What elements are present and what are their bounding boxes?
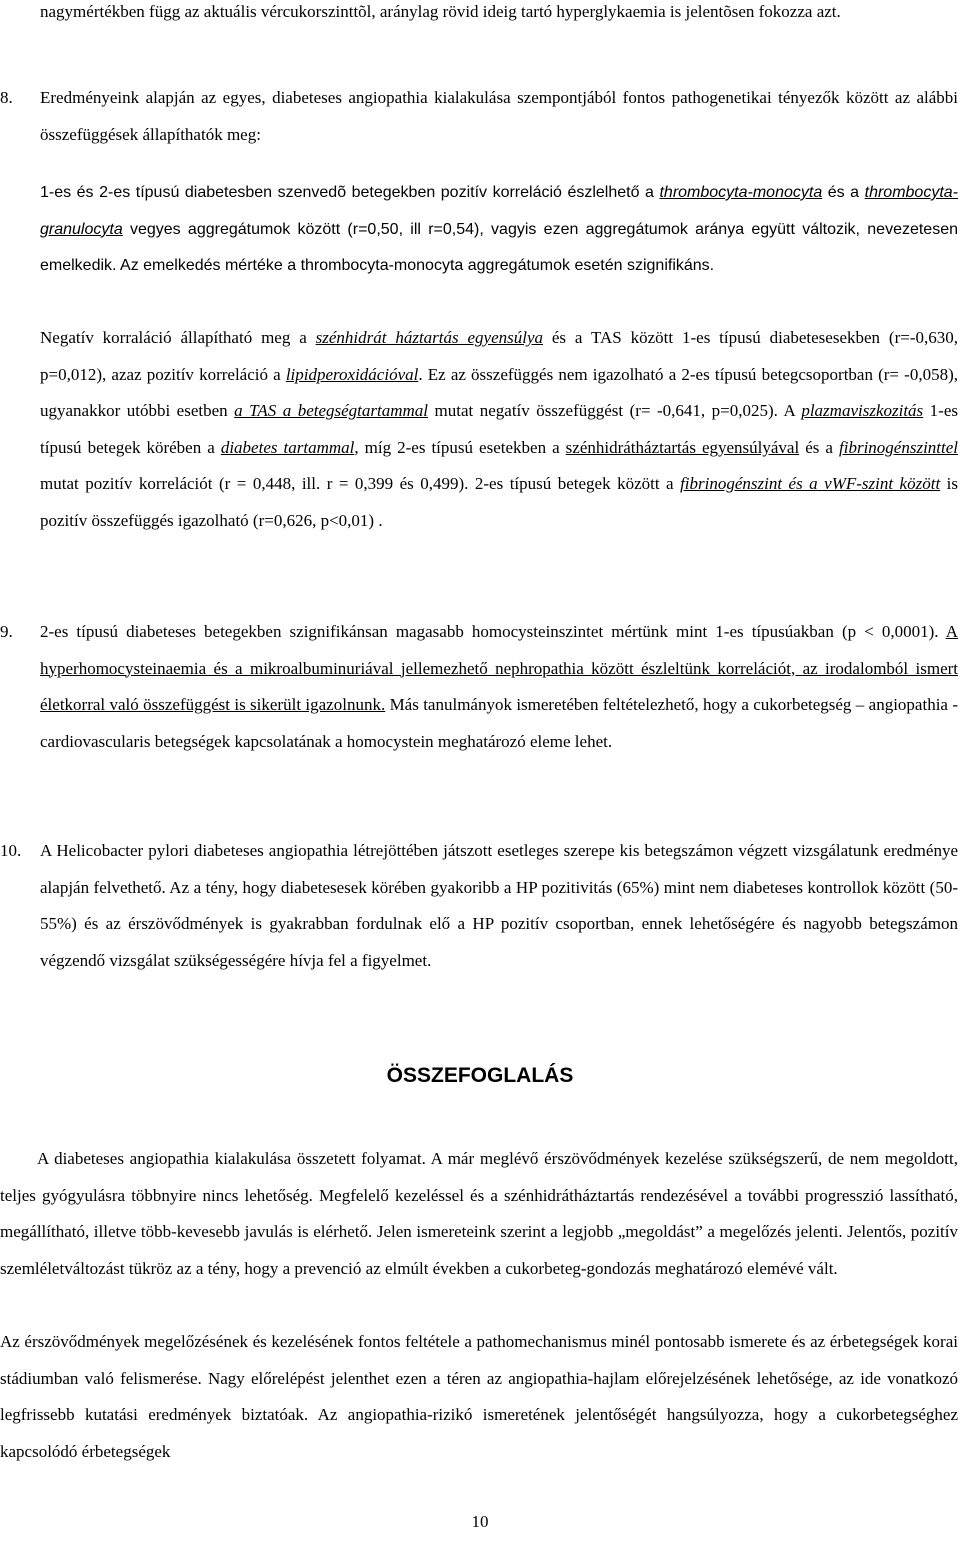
item-8-text: és a <box>822 184 865 201</box>
emphasis-plazmaviszkozitas: plazmaviszkozitás <box>801 401 924 421</box>
item-8-text: 1-es és 2-es típusú diabetesben szenvedõ betegekben pozitív korreláció észlelhető a <box>40 184 660 201</box>
summary-text: A diabeteses angiopathia kialakulása összetett folyamat. A már meglévő érszövődmények kezelése szükségszerű, de nem megoldott, teljes gyógyulásra többnyire nincs lehetőség. Megfelelő kezeléssel és a szénhidrátháztartás rendezésével a további progresszió lassítható, megállítható, illetve több-kevesebb javulás is elérhető. Jelen ismereteink szerint a legjobb „megoldást” a megelőzés jelenti. Jelentős, pozitív szemléletváltozást tükröz az a tény, hogy a prevenció az elmúlt években a cukorbeteg-gondozás meghatározó elemévé vált. <box>0 1149 958 1278</box>
item-9-paragraph <box>40 614 958 760</box>
item-9-text: 2-es típusú diabeteses betegekben szignifikánsan magasabb homocysteinszintet mértünk mint 1-es típusúakban (p < 0,0001). <box>40 622 946 641</box>
item-8-text: vegyes aggregátumok között (r=0,50, ill r=0,54), vagyis ezen aggregátumok aránya együtt változik, nevezetesen emelkedik. Az emelkedés mértéke a thrombocyta-monocyta aggregátumok esetén szignifikáns. <box>40 220 958 275</box>
summary-heading: ÖSSZEFOGLALÁS <box>386 1064 574 1087</box>
item-8-text: 1-es típusú betegek körében a <box>40 401 958 457</box>
item-8-text: is pozitív összefüggés igazolható (r=0,626, p<0,01) . <box>40 474 958 530</box>
item-8-text: . Ez az összefüggés nem igazolható a 2-es típusú betegcsoportban (r= -0,058), ugyanakkor utóbbi esetben <box>40 364 958 421</box>
intro-paragraph <box>40 0 958 31</box>
item-10-number: 10. <box>0 841 22 860</box>
item-8-text: mutat negatív összefüggést (r= -0,641, p=0,025). A <box>428 401 802 421</box>
emphasis-thrombocyta-granulocyta: thrombocyta-granulocyta <box>40 184 958 238</box>
emphasis-thrombocyta-monocyta: thrombocyta-monocyta <box>659 184 823 201</box>
summary-paragraph-2 <box>0 1324 958 1470</box>
emphasis-lipidperoxidacio: lipidperoxidációval <box>285 364 419 384</box>
summary-paragraph-1 <box>0 1141 958 1287</box>
item-8-text: és a <box>799 437 840 457</box>
item-10-text: A Helicobacter pylori diabeteses angiopathia létrejöttében játszott esetleges szerepe kis betegszámon végzett vizsgálatunk eredménye alapján felvethető. Az a tény, hogy diabetesesek körében gyakoribb a HP pozitivitás (65%) mint nem diabeteses kontrollok között (50-55%) és az érszövődmények is gyakrabban fordulnak elő a HP pozitív csoportban, ennek lehetőségére és nagyobb betegszámon végzendő vizsgálat szükségességére hívja fel a figyelmet. <box>40 841 958 970</box>
intro-text: nagymértékben függ az aktuális vércukorszinttõl, aránylag rövid ideig tartó hyperglykaemia is jelentõsen fokozza azt. <box>40 2 841 21</box>
emphasis-tas: a TAS a betegségtartammal <box>234 401 429 421</box>
emphasis-szenhidrathaztartas: szénhidrátháztartás egyensúlyával <box>565 437 800 457</box>
item-8-number: 8. <box>0 88 13 107</box>
emphasis-diabetes-tartam: diabetes tartammal <box>220 437 355 457</box>
item-8-text: Eredményeink alapján az egyes, diabeteses angiopathia kialakulása szempontjából fontos pathogenetikai tényezők között az alábbi összefüggések állapíthatók meg: <box>40 88 958 144</box>
item-8-text: és a TAS között 1-es típusú diabetesesekben (r=-0,630, p=0,012), azaz pozitív korreláció a <box>40 328 958 384</box>
item-8-paragraph-2 <box>40 175 958 285</box>
item-8-text: mutat pozitív korrelációt (r = 0,448, ill. r = 0,399 és 0,499). 2-es típusú betegek között a <box>40 474 681 494</box>
item-8-text: Negatív korraláció állapítható meg a <box>40 328 316 347</box>
item-9-number: 9. <box>0 622 13 641</box>
emphasis-fibrinogen-vwf: fibrinogénszint és a vWF-szint között <box>680 474 941 494</box>
emphasis-fibrinogen: fibrinogénszinttel <box>839 437 959 457</box>
item-9-text: Más tanulmányok ismeretében feltételezhető, hogy a cukorbetegség – angiopathia - cardiovascularis betegségek kapcsolatának a homocystein meghatározó eleme lehet. <box>40 695 958 751</box>
page-number: 10 <box>471 1512 489 1531</box>
emphasis-szenhidrat: szénhidrát háztartás egyensúlya <box>315 328 544 347</box>
item-8-paragraph-1 <box>40 80 958 153</box>
item-8-text: , míg 2-es típusú esetekben a <box>354 437 566 457</box>
item-9-underlined-text: A hyperhomocysteinaemia és a mikroalbuminuriával jellemezhető nephropathia között észleltünk korrelációt, az irodalomból ismert életkorral való összefüggést is sikerült igazolnunk. <box>40 622 958 715</box>
summary-text: Az érszövődmények megelőzésének és kezelésének fontos feltétele a pathomechanismus minél pontosabb ismerete és az érbetegségek korai stádiumban való felismerése. Nagy előrelépést jelenthet ezen a téren az angiopathia-hajlam előrejelzésének lehetősége, az ide vonatkozó legfrissebb kutatási eredmények biztatóak. Az angiopathia-rizikó ismeretének jelentőségét hangsúlyozza, hogy a cukorbetegséghez kapcsolódó érbetegségek <box>0 1332 958 1461</box>
item-10-paragraph <box>40 833 958 979</box>
item-8-paragraph-3 <box>40 320 958 540</box>
